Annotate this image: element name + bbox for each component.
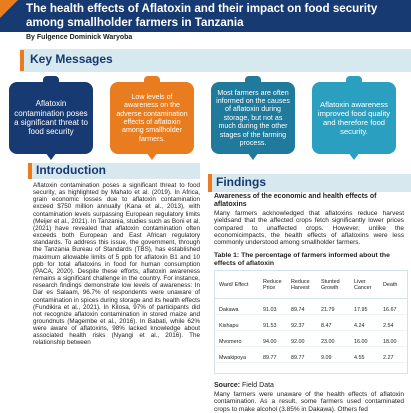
page-title: The health effects of Aflatoxin and their impact on food security among smallholder farmers in Tanzania (26, 2, 378, 29)
table-cell: 91.03 (263, 307, 277, 313)
effects-table (214, 270, 408, 374)
findings-subtitle: Awareness of the economic and health effects of aflatoxins (214, 193, 377, 208)
key-message-card (211, 82, 295, 154)
table-cell: 23.00 (321, 339, 335, 345)
key-message-1 (5, 76, 97, 162)
findings-title: Findings (216, 175, 266, 189)
table-row (215, 337, 407, 347)
table-source (214, 382, 274, 389)
findings-body-continued: Many farmers were unaware of the health effects of aflatoxin contamination. As a result, some farmers used contaminated crops to make alcohol (3.85% in Dakawa). Others fed (214, 391, 404, 413)
source-text: Field Data (242, 382, 274, 389)
findings-body: Many farmers acknowledged that aflatoxins reduce harvest yieldsand that the affected crops fetch significantly lower prices compared to unaffected crops. However, unlike the economicimpacts, the health effects of aflatoxins were less commonly understood among smallholder farmers. (214, 210, 404, 247)
table-row (215, 321, 407, 331)
table-cell: 21.79 (321, 307, 335, 313)
introduction-title: Introduction (36, 163, 106, 177)
source-label: Source: (214, 382, 241, 389)
table-cell: 92.37 (291, 323, 305, 329)
table-cell: 89.77 (291, 355, 305, 361)
key-message-3 (207, 76, 299, 162)
table-cell: 4.55 (354, 355, 365, 361)
author-line: By Fulgence Dominick Waryoba (26, 34, 133, 41)
introduction-accent (28, 163, 32, 179)
introduction-body: Aflatoxin contamination poses a significant threat to food security, as highlighted by Mahato et al. (2019). In Africa, grain economic losses due to aflatoxin contamination exceed $750 million annually (Kana et al., 2013), with contamination levels surpassing European regulatory limits (Meijer et al., 2021). In Tanzania, studies such as Boni et al. (2021) have revealed that aflatoxin contamination often exceeds both European and East African regulatory standards. To address this issue, the government, through the Tanzania Bureau of Standards (TBS), has established maximum allowable limits of 5 ppb for aflatoxin B1 and 10 ppb for total aflatoxins in food for human consumption (PACA, 2020). Despite these efforts, aflatoxin awareness remains a significant challenge in the country. For instance, research findings demonstrate low levels of awareness: In Dar es Salaam, 96.7% of respondents were unaware of contamination in spices during storage and its health effects (Fundikira et al., 2021). In Kilosa, 97% of participants did not recognize aflatoxin contamination in stored maize and groundnuts (Magembe et al., 2016). In Babati, while 62% were aware of aflatoxins, 98% lacked knowledge about associated health risks (Nyangi et al., 2016). The relationship between (33, 182, 200, 347)
table-header (215, 271, 407, 299)
table-cell: 9.09 (321, 355, 332, 361)
table-cell: 18.00 (383, 339, 397, 345)
table-header-cell: Stunted Growth (321, 279, 340, 292)
table-cell: 94.00 (263, 339, 277, 345)
key-messages-row (0, 76, 411, 166)
table-row (215, 353, 407, 363)
table-cell: Dakawa (219, 307, 239, 313)
key-message-card (312, 82, 396, 154)
table-cell: 89.77 (263, 355, 277, 361)
table-title: Table 1: The percentage of farmers informed about the effects of aflatoxin (214, 252, 390, 267)
table-cell: 89.74 (291, 307, 305, 313)
table-cell: Mvomero (219, 339, 242, 345)
key-messages-title: Key Messages (30, 52, 113, 66)
findings-accent (208, 174, 212, 192)
key-message-card (110, 82, 194, 154)
table-header-cell: Reduce Harvest (291, 279, 310, 292)
key-message-text: Aflatoxin awareness improved food quality and therefore food security. (317, 100, 391, 136)
key-message-pointer (348, 152, 360, 160)
key-message-pointer (45, 152, 57, 160)
key-message-2 (106, 76, 198, 162)
table-header-cell: Liver Cancer (354, 279, 372, 292)
title-corner-accent (0, 0, 18, 18)
key-message-4 (308, 76, 400, 162)
table-cell: 2.54 (383, 323, 394, 329)
table-cell: 92.00 (291, 339, 305, 345)
key-message-card (9, 82, 93, 154)
table-cell: 91.53 (263, 323, 277, 329)
table-cell: 17.95 (354, 307, 368, 313)
table-cell: Mwakipoya (219, 355, 246, 361)
key-message-pointer (247, 152, 259, 160)
key-message-text: Low levels of awareness on the adverse contamination effects of aflatoxin among smallholder farmers. (116, 92, 188, 143)
key-message-text: Most farmers are often informed on the causes of aflatoxin during storage, but not as much during the other stages of the farming process. (216, 88, 290, 148)
table-cell: 8.47 (321, 323, 332, 329)
table-cell: 16.00 (354, 339, 368, 345)
table-cell: 4.24 (354, 323, 365, 329)
table-header-cell: Ward/ Effect (219, 282, 249, 288)
key-messages-accent (20, 50, 24, 71)
table-row (215, 305, 407, 315)
table-header-cell: Death (383, 282, 398, 288)
key-message-pointer (146, 152, 158, 160)
table-header-cell: Reduce Price (263, 279, 282, 292)
table-cell: Kishapu (219, 323, 239, 329)
key-message-text: Aflatoxin contamination poses a significant threat to food security (14, 99, 88, 137)
table-cell: 16.67 (383, 307, 397, 313)
table-cell: 2.27 (383, 355, 394, 361)
